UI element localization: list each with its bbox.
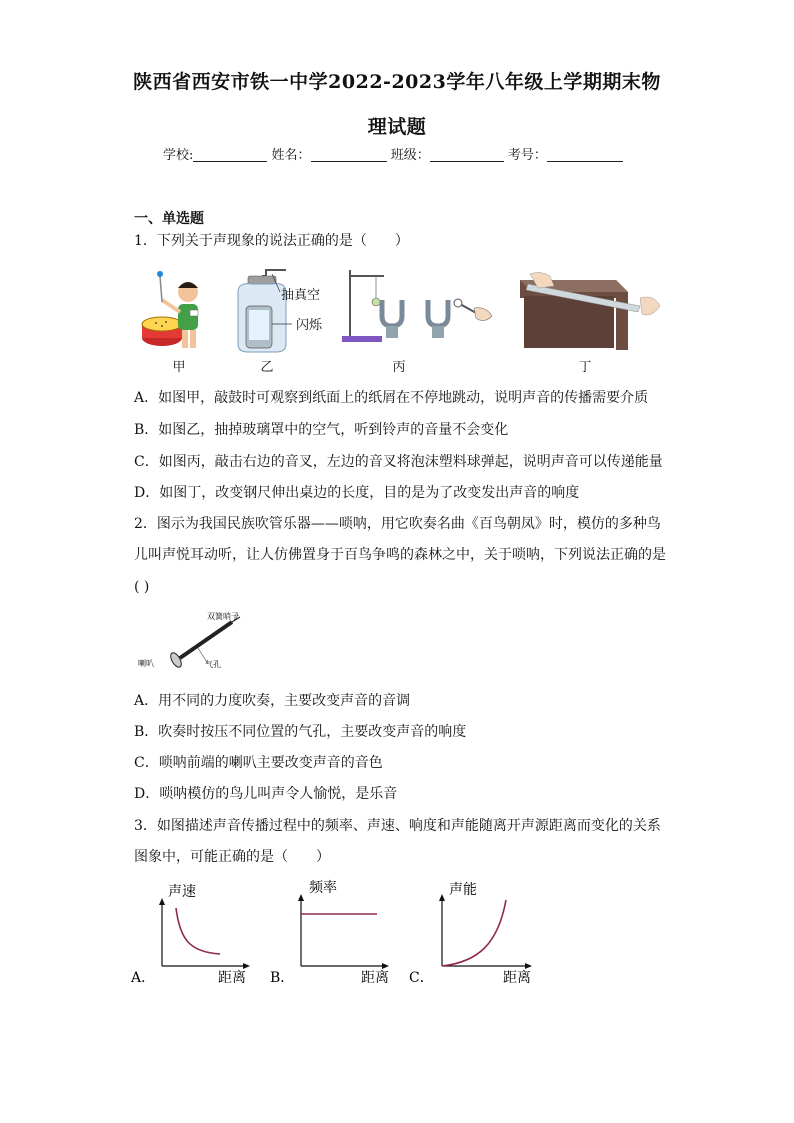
q1-option-d: D．如图丁，改变钢尺伸出桌边的长度，目的是为了改变发出声音的响度 xyxy=(134,485,580,501)
graph-a-curve xyxy=(176,908,220,954)
q2-option-a: A．用不同的力度吹奏，主要改变声音的音调 xyxy=(134,693,411,709)
graph-a-ylabel: 声速 xyxy=(168,884,196,900)
graph-a-xlabel: 距离 xyxy=(218,970,246,986)
drum-figure xyxy=(138,262,210,354)
graph-b-y-arrow xyxy=(298,894,304,901)
page-title-line1: 陕西省西安市铁一中学2022-2023学年八年级上学期期末物 xyxy=(133,71,661,93)
graph-a-x-arrow xyxy=(243,963,250,969)
q3-stem-line1: 3．如图描述声音传播过程中的频率、声速、响度和声能随离开声源距离而变化的关系 xyxy=(134,818,661,834)
q2-option-c: C．唢呐前端的喇叭主要改变声音的音色 xyxy=(134,755,383,771)
flash-label: 闪烁 xyxy=(296,318,323,333)
school-label: 学校: xyxy=(163,148,194,163)
fig-label-yi: 乙 xyxy=(260,360,274,375)
graph-c-y-arrow xyxy=(439,894,445,901)
graph-b-ylabel: 频率 xyxy=(309,880,337,896)
horn-label: 喇叭 xyxy=(138,659,154,668)
exam-no-blank xyxy=(547,147,623,162)
fig-label-ding: 丁 xyxy=(578,360,592,375)
graph-c-x-arrow xyxy=(525,963,532,969)
graph-a xyxy=(130,878,256,988)
q1-option-c: C．如图丙，敲击右边的音叉，左边的音叉将泡沫塑料球弹起，说明声音可以传递能量 xyxy=(134,454,663,470)
q1-stem: 1．下列关于声现象的说法正确的是（ ） xyxy=(134,233,409,249)
q2-stem-line3: ( ) xyxy=(134,579,150,595)
graph-c xyxy=(408,878,538,988)
graph-c-xlabel: 距离 xyxy=(503,970,531,986)
class-blank xyxy=(430,147,504,162)
graph-b-xlabel: 距离 xyxy=(361,970,389,986)
section-heading: 一、单选题 xyxy=(134,211,204,227)
class-label: 班级： xyxy=(390,148,430,163)
graph-a-y-arrow xyxy=(159,898,165,905)
q2-option-b: B．吹奏时按压不同位置的气孔，主要改变声音的响度 xyxy=(134,724,467,740)
graph-c-ylabel: 声能 xyxy=(449,882,477,898)
reed-label: 双簧哨子 xyxy=(207,612,239,621)
q3-stem-line2: 图象中，可能正确的是（ ） xyxy=(134,849,330,865)
name-label: 姓名： xyxy=(271,148,311,163)
fig-label-bing: 丙 xyxy=(392,360,406,375)
school-blank xyxy=(193,147,267,162)
graph-c-curve xyxy=(442,900,506,966)
student-info-row xyxy=(163,144,623,163)
graph-a-option: A． xyxy=(131,970,156,986)
q1-option-b: B．如图乙，抽掉玻璃罩中的空气，听到铃声的音量不会变化 xyxy=(134,422,509,438)
graph-b-x-arrow xyxy=(382,963,389,969)
graph-b xyxy=(269,878,395,988)
page-title-line2: 理试题 xyxy=(367,116,427,138)
tuning-fork-figure xyxy=(336,264,496,346)
graph-c-option: C． xyxy=(409,970,434,986)
q1-option-a: A．如图甲，敲鼓时可观察到纸面上的纸屑在不停地跳动，说明声音的传播需要介质 xyxy=(134,390,649,406)
graph-b-option: B． xyxy=(270,970,295,986)
q2-stem-line2: 儿叫声悦耳动听，让人仿佛置身于百鸟争鸣的森林之中，关于唢呐，下列说法正确的是 xyxy=(134,547,666,563)
exam-no-label: 考号： xyxy=(507,148,547,163)
name-blank xyxy=(311,147,387,162)
ruler-figure xyxy=(520,270,668,350)
q2-stem-line1: 2．图示为我国民族吹管乐器——唢呐，用它吹奏名曲《百鸟朝凤》时，模仿的多种鸟 xyxy=(134,516,661,532)
fig-label-jia: 甲 xyxy=(172,360,186,375)
evacuate-label: 抽真空 xyxy=(281,288,321,303)
holes-label: 气孔 xyxy=(205,660,221,669)
q2-option-d: D．唢呐模仿的鸟儿叫声令人愉悦，是乐音 xyxy=(134,786,398,802)
